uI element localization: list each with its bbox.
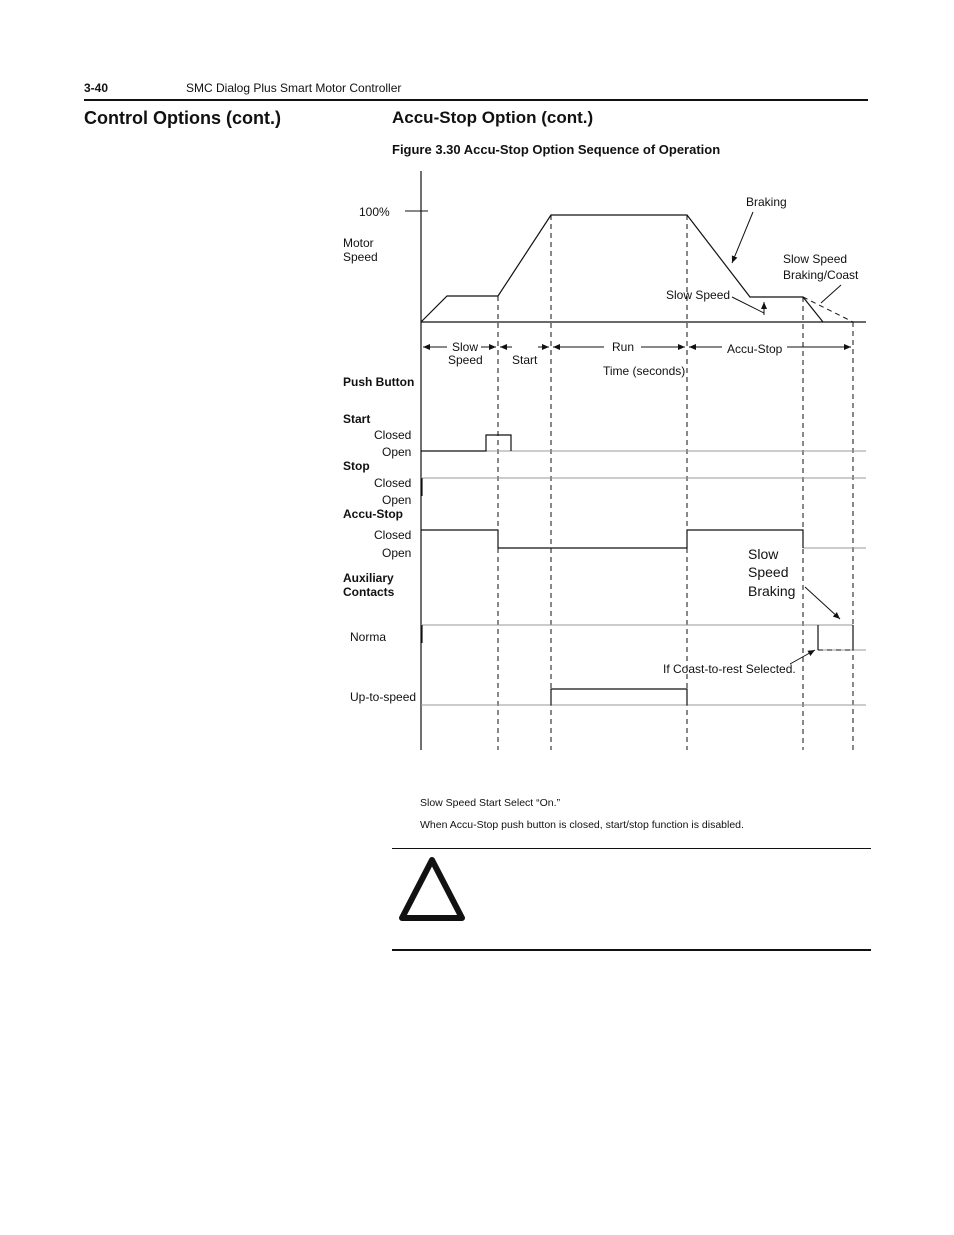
label-push-button: Push Button — [343, 375, 415, 389]
note-slow-speed-start: Slow Speed Start Select “On.” — [420, 797, 561, 809]
braking-arrow — [732, 212, 753, 263]
label-slow-speed-braking-coast-1: Slow Speed — [783, 252, 848, 266]
label-auxiliary: Auxiliary — [343, 571, 394, 585]
phase-label-slow-1: Slow — [452, 340, 479, 354]
phase-label-start: Start — [512, 353, 538, 367]
label-stop-open: Open — [382, 493, 412, 507]
label-braking: Braking — [746, 195, 787, 209]
phase-label-run: Run — [612, 340, 635, 354]
label-ssb-1: Slow — [748, 546, 779, 562]
motor-speed-curve — [421, 215, 823, 322]
label-slow-speed: Slow Speed — [666, 288, 731, 302]
time-axis-label: Time (seconds) — [603, 364, 686, 378]
label-coast-selected: If Coast-to-rest Selected. — [663, 662, 796, 676]
figure-caption: Figure 3.30 Accu-Stop Option Sequence of Operation — [392, 142, 721, 157]
slow-speed-pointer — [732, 297, 764, 313]
label-stop: Stop — [343, 459, 370, 473]
label-ssb-3: Braking — [748, 583, 796, 599]
label-ssb-2: Speed — [748, 564, 789, 580]
coast-dashed-curve — [803, 297, 853, 322]
label-slow-speed-braking-coast-2: Braking/Coast — [783, 268, 859, 282]
label-motor: Motor — [343, 236, 374, 250]
label-normal: Norma — [350, 630, 387, 644]
section-heading-left: Control Options (cont.) — [84, 108, 281, 128]
braking-coast-pointer — [821, 285, 841, 303]
label-start-closed: Closed — [374, 428, 412, 442]
label-contacts: Contacts — [343, 585, 395, 599]
warning-triangle-icon — [396, 852, 468, 924]
running-header-title: SMC Dialog Plus Smart Motor Controller — [186, 81, 402, 95]
label-accu-closed: Closed — [374, 528, 412, 542]
phase-label-slow-2: Speed — [448, 353, 483, 367]
label-speed: Speed — [343, 250, 378, 264]
label-stop-closed: Closed — [374, 476, 412, 490]
ssb-arrow — [805, 587, 840, 619]
label-start: Start — [343, 412, 371, 426]
warning-top-rule — [392, 848, 871, 849]
section-heading-right: Accu-Stop Option (cont.) — [392, 108, 594, 127]
label-up-to-speed: Up-to-speed — [350, 690, 417, 704]
accu-stop-signal — [421, 530, 803, 548]
label-start-open: Open — [382, 445, 412, 459]
page-number: 3-40 — [84, 81, 109, 95]
note-accu-stop-disabled: When Accu-Stop push button is closed, start/stop function is disabled. — [420, 819, 744, 831]
label-accu-stop: Accu-Stop — [343, 507, 403, 521]
label-100-percent: 100% — [359, 205, 390, 219]
phase-label-accu-stop: Accu-Stop — [727, 342, 783, 356]
label-accu-open: Open — [382, 546, 412, 560]
up-to-speed-signal — [551, 689, 687, 705]
warning-bottom-rule — [392, 949, 871, 951]
